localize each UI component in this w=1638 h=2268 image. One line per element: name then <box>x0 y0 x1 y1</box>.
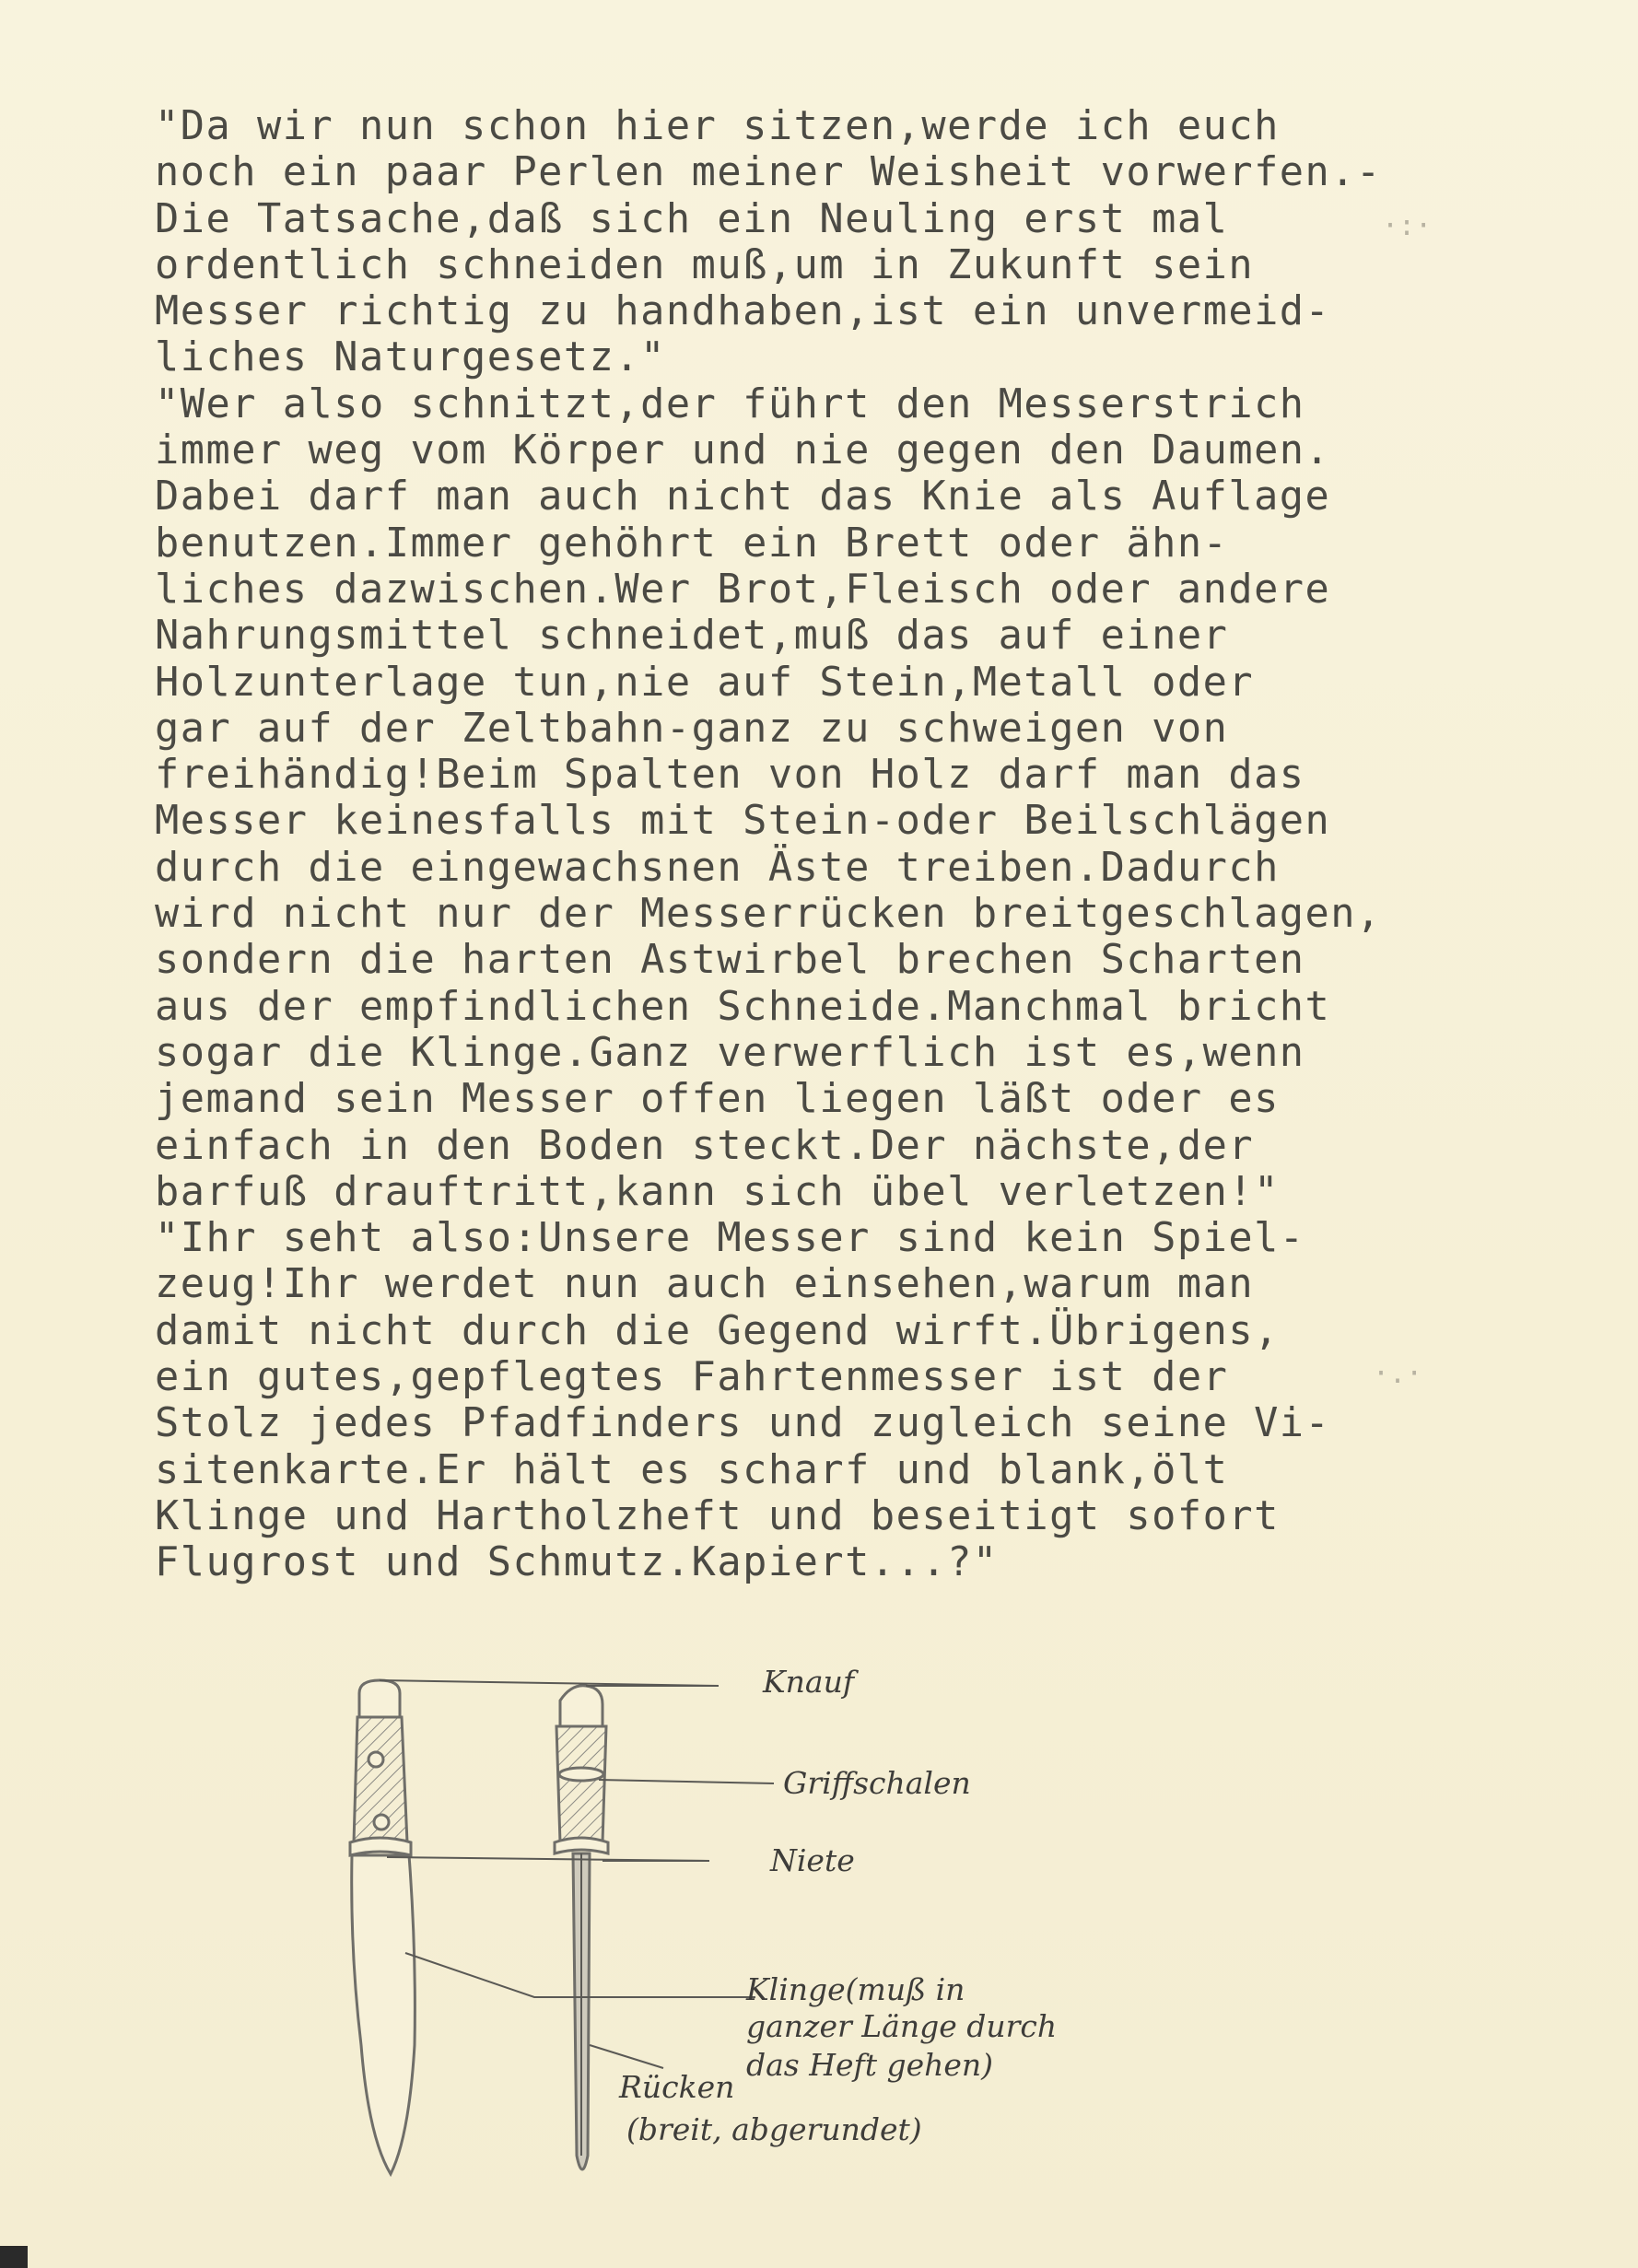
label-knauf: Knauf <box>763 1664 855 1700</box>
pommel-side <box>359 1680 400 1717</box>
label-klinge-2: ganzer Länge durch <box>746 2008 1058 2044</box>
faint-strikeout-mark: ·:· <box>1382 210 1433 242</box>
rivet-top <box>369 1752 383 1767</box>
label-ruecken-2: (breit, abgerundet) <box>626 2111 922 2147</box>
guard-side <box>350 1838 411 1855</box>
text-line: Stolz jedes Pfadfinders und zugleich seine Vi- <box>155 1400 1331 1447</box>
text-line: ordentlich schneiden muß,um in Zukunft sein <box>155 241 1255 288</box>
text-line: Klinge und Hartholzheft und beseitigt sofort <box>155 1492 1280 1539</box>
text-line: gar auf der Zeltbahn-ganz zu schweigen von <box>155 705 1229 752</box>
knife-side-view <box>350 1680 415 2174</box>
faint-strikeout-mark: ·.· <box>1373 1358 1423 1390</box>
blade-side <box>352 1855 415 2174</box>
text-line: benutzen.Immer gehöhrt ein Brett oder ähn- <box>155 520 1229 567</box>
text-line: sitenkarte.Er hält es scharf und blank,ölt <box>155 1446 1229 1493</box>
guard-edge <box>555 1838 608 1853</box>
grip-edge <box>556 1726 606 1842</box>
text-line: barfuß drauftritt,kann sich übel verletzen!" <box>155 1168 1280 1215</box>
label-ruecken-1: Rücken <box>619 2069 735 2105</box>
knife-edge-view <box>555 1686 608 2169</box>
text-line: sogar die Klinge.Ganz verwerflich ist es,wenn <box>155 1029 1305 1076</box>
text-line: ein gutes,gepflegtes Fahrtenmesser ist der <box>155 1354 1229 1401</box>
scan-edge-mark <box>0 2246 28 2268</box>
text-line: "Da wir nun schon hier sitzen,werde ich euch <box>155 103 1280 149</box>
text-line: zeug!Ihr werdet nun auch einsehen,warum man <box>155 1261 1255 1308</box>
text-line: "Ihr seht also:Unsere Messer sind kein Spiel- <box>155 1215 1305 1262</box>
typewritten-text <box>155 103 1555 1586</box>
text-line: immer weg vom Körper und nie gegen den Daumen. <box>155 427 1331 474</box>
text-line: Messer richtig zu handhaben,ist ein unvermeid- <box>155 288 1331 335</box>
text-line: Nahrungsmittel schneidet,muß das auf einer <box>155 613 1229 660</box>
pommel-edge <box>560 1686 603 1726</box>
label-griffschalen: Griffschalen <box>783 1765 971 1801</box>
text-line: Messer keinesfalls mit Stein-oder Beilschlägen <box>155 798 1331 845</box>
text-line: aus der empfindlichen Schneide.Manchmal bricht <box>155 983 1331 1030</box>
text-line: Holzunterlage tun,nie auf Stein,Metall oder <box>155 659 1255 706</box>
label-niete: Niete <box>770 1842 855 1878</box>
rivet-bottom <box>374 1815 389 1830</box>
label-klinge-3: das Heft gehen) <box>746 2047 994 2083</box>
text-line: "Wer also schnitzt,der führt den Messerstrich <box>155 380 1305 427</box>
text-line: sondern die harten Astwirbel brechen Scharten <box>155 937 1305 984</box>
text-line: noch ein paar Perlen meiner Weisheit vorwerfen.- <box>155 149 1382 196</box>
text-line: einfach in den Boden steckt.Der nächste,der <box>155 1122 1255 1169</box>
text-line: Flugrost und Schmutz.Kapiert...?" <box>155 1539 999 1586</box>
text-line: liches dazwischen.Wer Brot,Fleisch oder andere <box>155 566 1331 613</box>
knife-illustration <box>313 1658 1327 2211</box>
text-line: Die Tatsache,daß sich ein Neuling erst mal <box>155 195 1229 242</box>
text-line: liches Naturgesetz." <box>155 334 666 381</box>
text-line: freihändig!Beim Spalten von Holz darf man das <box>155 752 1305 799</box>
text-line: jemand sein Messer offen liegen läßt oder es <box>155 1076 1280 1123</box>
text-line: durch die eingewachsnen Äste treiben.Dadurch <box>155 844 1280 891</box>
label-klinge-1: Klinge(muß in <box>746 1971 965 2007</box>
text-line: wird nicht nur der Messerrücken breitgeschlagen, <box>155 891 1382 938</box>
text-line: Dabei darf man auch nicht das Knie als Auflage <box>155 473 1331 520</box>
rivet-edge <box>559 1768 603 1781</box>
text-line: damit nicht durch die Gegend wirft.Übrigens, <box>155 1307 1280 1354</box>
